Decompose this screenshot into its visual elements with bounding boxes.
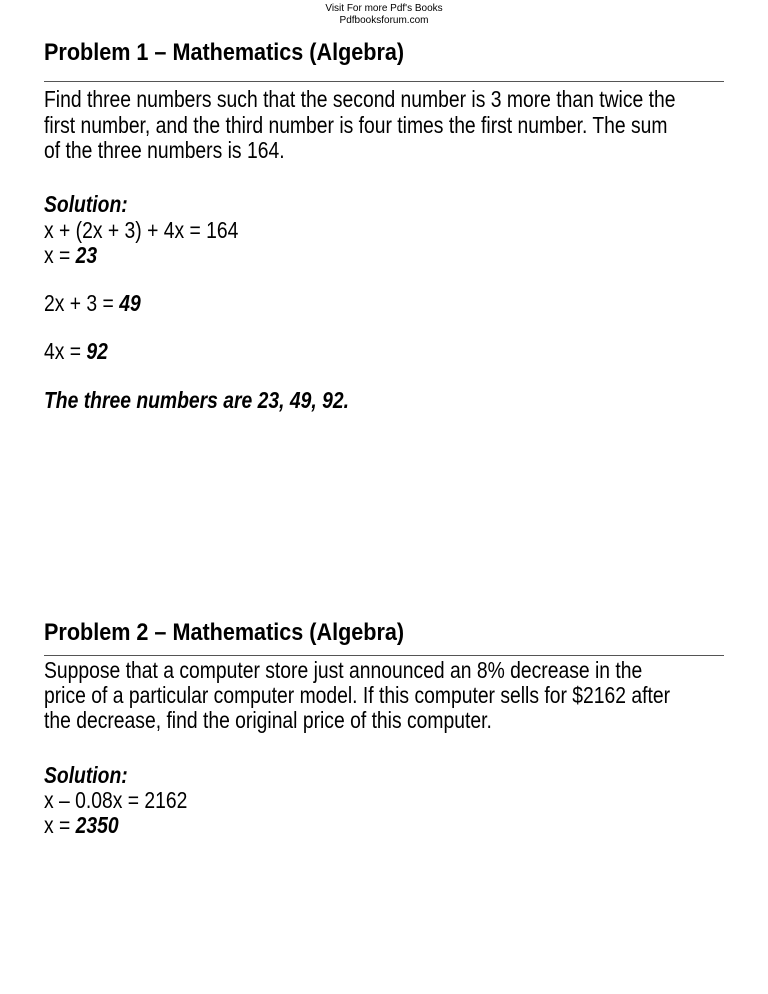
divider: [44, 655, 724, 656]
header-line-2: Pdfbooksforum.com: [339, 15, 429, 26]
problem-text-line: first number, and the third number is four times the first number. The sum: [44, 112, 668, 138]
solution-label: Solution:: [44, 191, 128, 217]
step-value: 92: [86, 338, 108, 364]
step-expression: x – 0.08x = 2162: [44, 787, 188, 813]
step-expression: x =: [44, 812, 76, 838]
problem-title: Problem 1 – Mathematics (Algebra): [44, 39, 405, 66]
solution-label: Solution:: [44, 762, 128, 788]
header-line-1: Visit For more Pdf's Books: [325, 3, 443, 14]
step-value: 49: [119, 290, 141, 316]
step-expression: 2x + 3 =: [44, 290, 120, 316]
solution-step: [44, 242, 97, 268]
conclusion: The three numbers are 23, 49, 92.: [44, 387, 349, 413]
problem-text-line: of the three numbers is 164.: [44, 137, 285, 163]
solution-step: [44, 812, 119, 838]
step-value: 23: [75, 242, 98, 268]
step-expression: x + (2x + 3) + 4x = 164: [44, 217, 239, 243]
solution-step: [44, 290, 141, 316]
problem-text-line: Suppose that a computer store just announced an 8% decrease in the: [44, 657, 643, 683]
solution-step: [44, 217, 238, 243]
problem-title: Problem 2 – Mathematics (Algebra): [44, 619, 405, 646]
problem-text-line: Find three numbers such that the second number is 3 more than twice the: [44, 86, 676, 112]
problem-text-line: the decrease, find the original price of this computer.: [44, 707, 492, 733]
step-expression: x =: [44, 242, 76, 268]
step-expression: 4x =: [44, 338, 87, 364]
solution-step: [44, 338, 108, 364]
problem-text-line: price of a particular computer model. If this computer sells for $2162 after: [44, 682, 671, 708]
step-value: 2350: [75, 812, 119, 838]
solution-step: [44, 787, 187, 813]
divider: [44, 81, 724, 82]
